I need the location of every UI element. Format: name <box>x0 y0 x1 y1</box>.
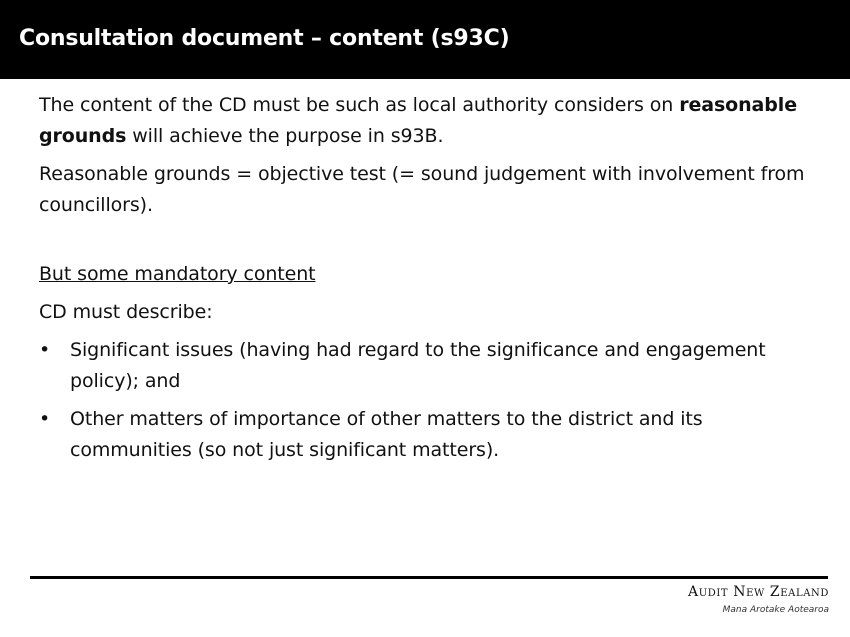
bullet-item-other-matters <box>39 404 829 466</box>
bullet-icon: • <box>39 339 51 361</box>
brand-name: Audit New Zealand <box>688 584 829 600</box>
subheading-mandatory-content: But some mandatory content <box>39 263 316 285</box>
bullet-icon: • <box>39 408 51 430</box>
intro-cd-must-describe: CD must describe: <box>39 301 213 323</box>
bullet-item-significant-issues <box>39 335 829 397</box>
bullet-text: Significant issues (having had regard to the significance and engagement policy); and <box>70 339 766 392</box>
bullet-text: Other matters of importance of other matters to the district and its communities (so not just significant matters). <box>70 408 703 461</box>
brand-tagline: Mana Arotake Aotearoa <box>722 605 829 615</box>
paragraph-prefix: The content of the CD must be such as local authority considers on <box>39 94 680 116</box>
paragraph-content-requirement <box>39 90 829 152</box>
paragraph-bold-term: reasonable grounds <box>39 94 797 147</box>
title-bar <box>0 0 850 79</box>
brand-logo <box>688 584 829 615</box>
bullet-list <box>39 335 829 466</box>
footer-divider <box>30 576 828 579</box>
slide-title: Consultation document – content (s93C) <box>19 26 510 51</box>
slide-body <box>39 90 829 473</box>
paragraph-reasonable-grounds: Reasonable grounds = objective test (= sound judgement with involvement from councillors). <box>39 163 805 216</box>
paragraph-suffix: will achieve the purpose in s93B. <box>126 125 444 147</box>
spacer <box>39 228 829 259</box>
